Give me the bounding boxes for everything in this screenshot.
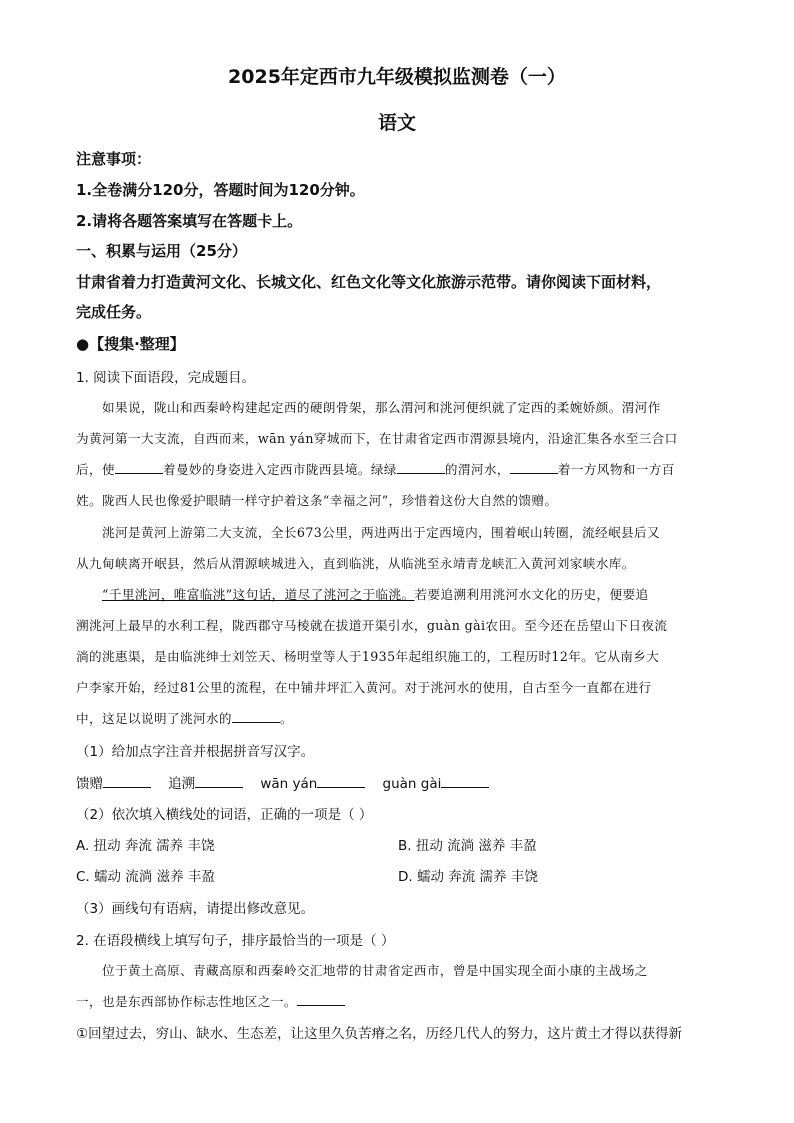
blank-line (115, 461, 163, 474)
passage-line: 户李家开始，经过81公里的流程，在中铺井坪汇入黄河。对于洮河水的使用，自古至今一直都在进行 (76, 680, 652, 695)
passage-text: 。 (279, 711, 293, 726)
blank-line (510, 461, 558, 474)
section-heading: 一、积累与运用（25分） (76, 242, 247, 260)
passage-line: 如果说，陇山和西秦岭构建起定西的硬朗骨架，那么渭河和洮河便织就了定西的柔婉娇颜。渭河作 (102, 400, 661, 415)
fill-word: 追溯 (168, 776, 196, 792)
notice-item-1: 1.全卷满分120分，答题时间为120分钟。 (76, 181, 365, 199)
passage-text: 着曼妙的身姿进入定西市陇西县境。绿绿 (162, 462, 397, 477)
passage-text: 中，这足以说明了洮河水的 (76, 711, 232, 726)
notice-heading: 注意事项： (76, 150, 152, 168)
subject-title: 语文 (377, 112, 416, 134)
passage-text: 后，使 (76, 462, 115, 477)
passage-line: 淌的洮惠渠，是由临洮绅士刘笠天、杨明堂等人于1935年起组织施工的，工程历时12年。它从南乡大 (76, 649, 660, 664)
fill-row (76, 772, 489, 792)
answer-blank[interactable] (317, 775, 365, 788)
blank-line (397, 461, 445, 474)
answer-blank[interactable] (441, 775, 489, 788)
answer-blank[interactable] (103, 775, 151, 788)
blank-line (297, 993, 345, 1006)
section-intro-line-2: 完成任务。 (76, 303, 152, 321)
passage-text: 若要追溯利用洮河水文化的历史，便要追 (414, 587, 649, 602)
blank-line (232, 710, 280, 723)
passage-line: 洮河是黄河上游第二大支流，全长673公里，两进两出于定西境内，围着岷山转圈，流经岷县后又 (102, 525, 660, 540)
passage-text: 的渭河水， (444, 462, 510, 477)
fill-pinyin: guàn gài (382, 776, 442, 792)
fill-word: 馈赠 (76, 776, 103, 792)
passage-line: ①回望过去，穷山、缺水、生态差，让这里久负苦瘠之名，历经几代人的努力，这片黄土才得以获得新 (76, 1026, 683, 1042)
passage-line: 位于黄土高原、青藏高原和西秦岭交汇地带的甘肃省定西市，曾是中国实现全面小康的主战场之 (102, 963, 648, 978)
passage-line: 为黄河第一大支流，自西而来，wān yán穿城而下，在甘肃省定西市渭源县境内，沿途汇集各水至三合口 (76, 431, 678, 446)
answer-blank[interactable] (195, 775, 243, 788)
passage-line (76, 708, 293, 727)
subquestion-2: （2）依次填入横线处的词语，正确的一项是（ ） (76, 807, 373, 823)
subquestion-3: （3）画线句有语病，请提出修改意见。 (76, 901, 315, 917)
notice-item-2: 2.请将各题答案填写在答题卡上。 (76, 212, 303, 230)
exam-title: 2025年定西市九年级模拟监测卷（一） (228, 66, 566, 88)
passage-line (76, 991, 345, 1010)
subquestion-1: （1）给加点字注音并根据拼音写汉字。 (76, 744, 315, 760)
option-d[interactable]: D. 蠕动 奔流 濡养 丰饶 (398, 869, 538, 885)
passage-line (76, 459, 675, 478)
option-c[interactable]: C. 蠕动 流淌 滋养 丰盈 (76, 869, 215, 885)
option-a[interactable]: A. 扭动 奔流 濡养 丰饶 (76, 838, 215, 854)
passage-line (102, 584, 648, 603)
passage-line: 从九甸峡离开岷县，然后从渭源峡城进入，直到临洮，从临洮至永靖青龙峡汇入黄河刘家峡水库。 (76, 556, 635, 571)
passage-line: 姓。陇西人民也像爱护眼睛一样守护着这条“幸福之河”，珍惜着这份大自然的馈赠。 (76, 493, 558, 508)
passage-text: 一，也是东西部协作标志性地区之一。 (76, 994, 297, 1009)
fill-pinyin: wān yán (260, 776, 318, 792)
passage-line: 溯洮河上最早的水利工程，陇西郡守马棱就在拔道开渠引水，guàn gài农田。至今还在岳望山下日夜流 (76, 618, 668, 633)
passage-text: 着一方风物和一方百 (557, 462, 675, 477)
option-b[interactable]: B. 扭动 流淌 滋养 丰盈 (398, 838, 537, 854)
subsection-heading: ●【搜集·整理】 (76, 335, 185, 353)
question-1-prompt: 1. 阅读下面语段，完成题目。 (76, 370, 256, 386)
section-intro-line-1: 甘肃省着力打造黄河文化、长城文化、红色文化等文化旅游示范带。请你阅读下面材料， (76, 273, 662, 291)
question-2-prompt: 2. 在语段横线上填写句子，排序最恰当的一项是（ ） (76, 933, 395, 949)
underlined-sentence: “千里洮河，唯富临洮”这句话，道尽了洮河之于临洮。 (102, 587, 415, 602)
